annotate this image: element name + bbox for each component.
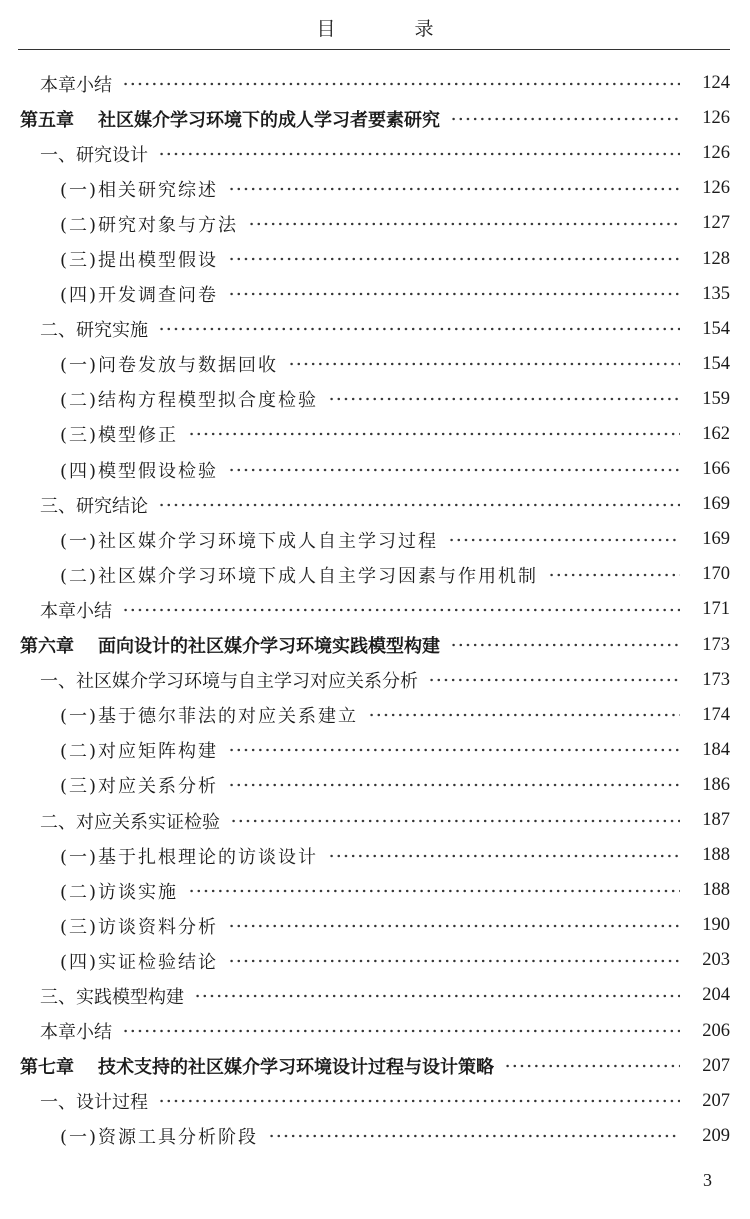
header-divider (18, 49, 730, 50)
dot-leader (288, 355, 680, 373)
toc-entry-title: (一)基于德尔菲法的对应关系建立 (60, 706, 359, 728)
toc-entry-title: 本章小结 (40, 1022, 112, 1044)
toc-entry-page-number: 187 (702, 810, 730, 831)
dot-leader (122, 75, 680, 93)
toc-entry-page-number: 190 (702, 915, 730, 936)
toc-entry-title: 二、研究实施 (40, 320, 148, 342)
dot-leader (328, 390, 680, 408)
toc-entry-title: (一)问卷发放与数据回收 (60, 355, 279, 377)
toc-entry-section[interactable] (0, 487, 750, 522)
dot-leader (448, 531, 680, 549)
toc-entry-sub[interactable] (0, 557, 750, 592)
toc-entry-title: 面向设计的社区媒介学习环境实践模型构建 (98, 636, 440, 658)
toc-entry-page-number: 162 (702, 423, 730, 444)
toc-entry-summary[interactable] (0, 592, 750, 627)
dot-leader (368, 706, 680, 724)
toc-entry-page-number: 173 (702, 669, 730, 690)
toc-entry-sub[interactable] (0, 277, 750, 312)
dot-leader (268, 1127, 680, 1145)
toc-entry-sub[interactable] (0, 382, 750, 417)
toc-entry-title: (一)相关研究综述 (60, 179, 219, 201)
toc-entry-sub[interactable] (0, 417, 750, 452)
toc-entry-sub[interactable] (0, 698, 750, 733)
toc-entry-title: (四)模型假设检验 (60, 460, 219, 482)
toc-entry-page-number: 184 (702, 739, 730, 760)
toc-entry-title: (三)模型修正 (60, 425, 179, 447)
toc-entry-page-number: 159 (702, 388, 730, 409)
toc-entry-title: 一、社区媒介学习环境与自主学习对应关系分析 (40, 671, 418, 693)
toc-entry-page-number: 186 (702, 774, 730, 795)
chapter-number: 第七章 (20, 1057, 74, 1079)
toc-entry-page-number: 126 (702, 178, 730, 199)
toc-entry-title: (三)提出模型假设 (60, 250, 219, 272)
dot-leader (228, 250, 680, 268)
toc-entry-section[interactable] (0, 663, 750, 698)
toc-entry-title: (一)资源工具分析阶段 (60, 1127, 259, 1149)
dot-leader (158, 1092, 680, 1110)
dot-leader (450, 636, 680, 654)
toc-entry-title: (二)访谈实施 (60, 881, 179, 903)
dot-leader (548, 566, 680, 584)
dot-leader (504, 1057, 680, 1075)
toc-entry-page-number: 169 (702, 494, 730, 515)
dot-leader (428, 671, 680, 689)
toc-entry-title: (二)社区媒介学习环境下成人自主学习因素与作用机制 (60, 565, 539, 587)
dot-leader (122, 601, 680, 619)
toc-entry-page-number: 209 (702, 1125, 730, 1146)
dot-leader (228, 952, 680, 970)
dot-leader (158, 145, 680, 163)
toc-entry-page-number: 135 (702, 283, 730, 304)
page-number: 3 (703, 1170, 712, 1190)
dot-leader (122, 1022, 680, 1040)
dot-leader (228, 285, 680, 303)
chapter-number: 第五章 (20, 109, 74, 131)
toc-entry-title: 技术支持的社区媒介学习环境设计过程与设计策略 (98, 1057, 494, 1079)
toc-entry-summary[interactable] (0, 1014, 750, 1049)
toc-entry-sub[interactable] (0, 171, 750, 206)
toc-entry-sub[interactable] (0, 838, 750, 873)
toc-entry-page-number: 124 (702, 73, 730, 94)
toc-entry-title: (二)对应矩阵构建 (60, 741, 219, 763)
toc-entry-page-number: 154 (702, 318, 730, 339)
toc-entry-title: (二)结构方程模型拟合度检验 (60, 390, 319, 412)
dot-leader (450, 110, 680, 128)
toc-entry-title: 一、设计过程 (40, 1092, 148, 1114)
dot-leader (328, 847, 680, 865)
toc-entry-section[interactable] (0, 136, 750, 171)
dot-leader (188, 882, 680, 900)
toc-entry-page-number: 126 (702, 143, 730, 164)
toc-entry-sub[interactable] (0, 452, 750, 487)
toc-entry-title: 三、实践模型构建 (40, 986, 184, 1008)
toc-entry-title: (三)访谈资料分析 (60, 916, 219, 938)
toc-entry-page-number: 127 (702, 213, 730, 234)
toc-entry-sub[interactable] (0, 873, 750, 908)
toc-entry-page-number: 170 (702, 564, 730, 585)
toc-entry-sub[interactable] (0, 733, 750, 768)
toc-entry-sub[interactable] (0, 241, 750, 276)
toc-entry-title: 二、对应关系实证检验 (40, 811, 220, 833)
toc-entry-sub[interactable] (0, 908, 750, 943)
toc-entry-page-number: 126 (702, 108, 730, 129)
toc-entry-page-number: 188 (702, 845, 730, 866)
toc-entry-chapter[interactable] (0, 101, 750, 136)
toc-entry-title: (一)社区媒介学习环境下成人自主学习过程 (60, 530, 439, 552)
toc-entry-title: (一)基于扎根理论的访谈设计 (60, 846, 319, 868)
toc-entry-sub[interactable] (0, 768, 750, 803)
dot-leader (194, 987, 680, 1005)
dot-leader (228, 180, 680, 198)
toc-entry-title: (二)研究对象与方法 (60, 214, 239, 236)
toc-entry-chapter[interactable] (0, 1049, 750, 1084)
toc-entry-page-number: 128 (702, 248, 730, 269)
toc-entry-summary[interactable] (0, 66, 750, 101)
toc-entry-sub[interactable] (0, 347, 750, 382)
toc-entry-title: (四)实证检验结论 (60, 951, 219, 973)
toc-entry-sub[interactable] (0, 206, 750, 241)
toc-entry-section[interactable] (0, 803, 750, 838)
toc-entry-page-number: 203 (702, 950, 730, 971)
dot-leader (188, 425, 680, 443)
dot-leader (228, 461, 680, 479)
dot-leader (248, 215, 680, 233)
toc-entry-page-number: 174 (702, 704, 730, 725)
dot-leader (158, 320, 680, 338)
toc-entry-title: 本章小结 (40, 74, 112, 96)
toc-entry-sub[interactable] (0, 943, 750, 978)
table-of-contents (0, 66, 750, 1154)
toc-entry-page-number: 188 (702, 880, 730, 901)
toc-entry-page-number: 171 (702, 599, 730, 620)
toc-entry-title: 本章小结 (40, 600, 112, 622)
toc-entry-page-number: 169 (702, 529, 730, 550)
dot-leader (228, 741, 680, 759)
toc-entry-sub[interactable] (0, 522, 750, 557)
page-header-title: 目 录 (316, 18, 464, 40)
toc-entry-title: 三、研究结论 (40, 495, 148, 517)
toc-entry-section[interactable] (0, 978, 750, 1013)
dot-leader (230, 812, 680, 830)
chapter-number: 第六章 (20, 636, 74, 658)
toc-entry-page-number: 207 (702, 1055, 730, 1076)
toc-entry-sub[interactable] (0, 1119, 750, 1154)
toc-entry-page-number: 206 (702, 1020, 730, 1041)
toc-entry-title: 一、研究设计 (40, 144, 148, 166)
dot-leader (228, 917, 680, 935)
toc-entry-page-number: 207 (702, 1090, 730, 1111)
toc-entry-page-number: 154 (702, 353, 730, 374)
toc-entry-title: 社区媒介学习环境下的成人学习者要素研究 (98, 109, 440, 131)
toc-entry-page-number: 166 (702, 459, 730, 480)
toc-entry-section[interactable] (0, 1084, 750, 1119)
toc-entry-page-number: 173 (702, 634, 730, 655)
dot-leader (158, 496, 680, 514)
toc-entry-title: (四)开发调查问卷 (60, 285, 219, 307)
toc-entry-section[interactable] (0, 312, 750, 347)
toc-entry-title: (三)对应关系分析 (60, 776, 219, 798)
dot-leader (228, 776, 680, 794)
toc-entry-chapter[interactable] (0, 628, 750, 663)
toc-entry-page-number: 204 (702, 985, 730, 1006)
